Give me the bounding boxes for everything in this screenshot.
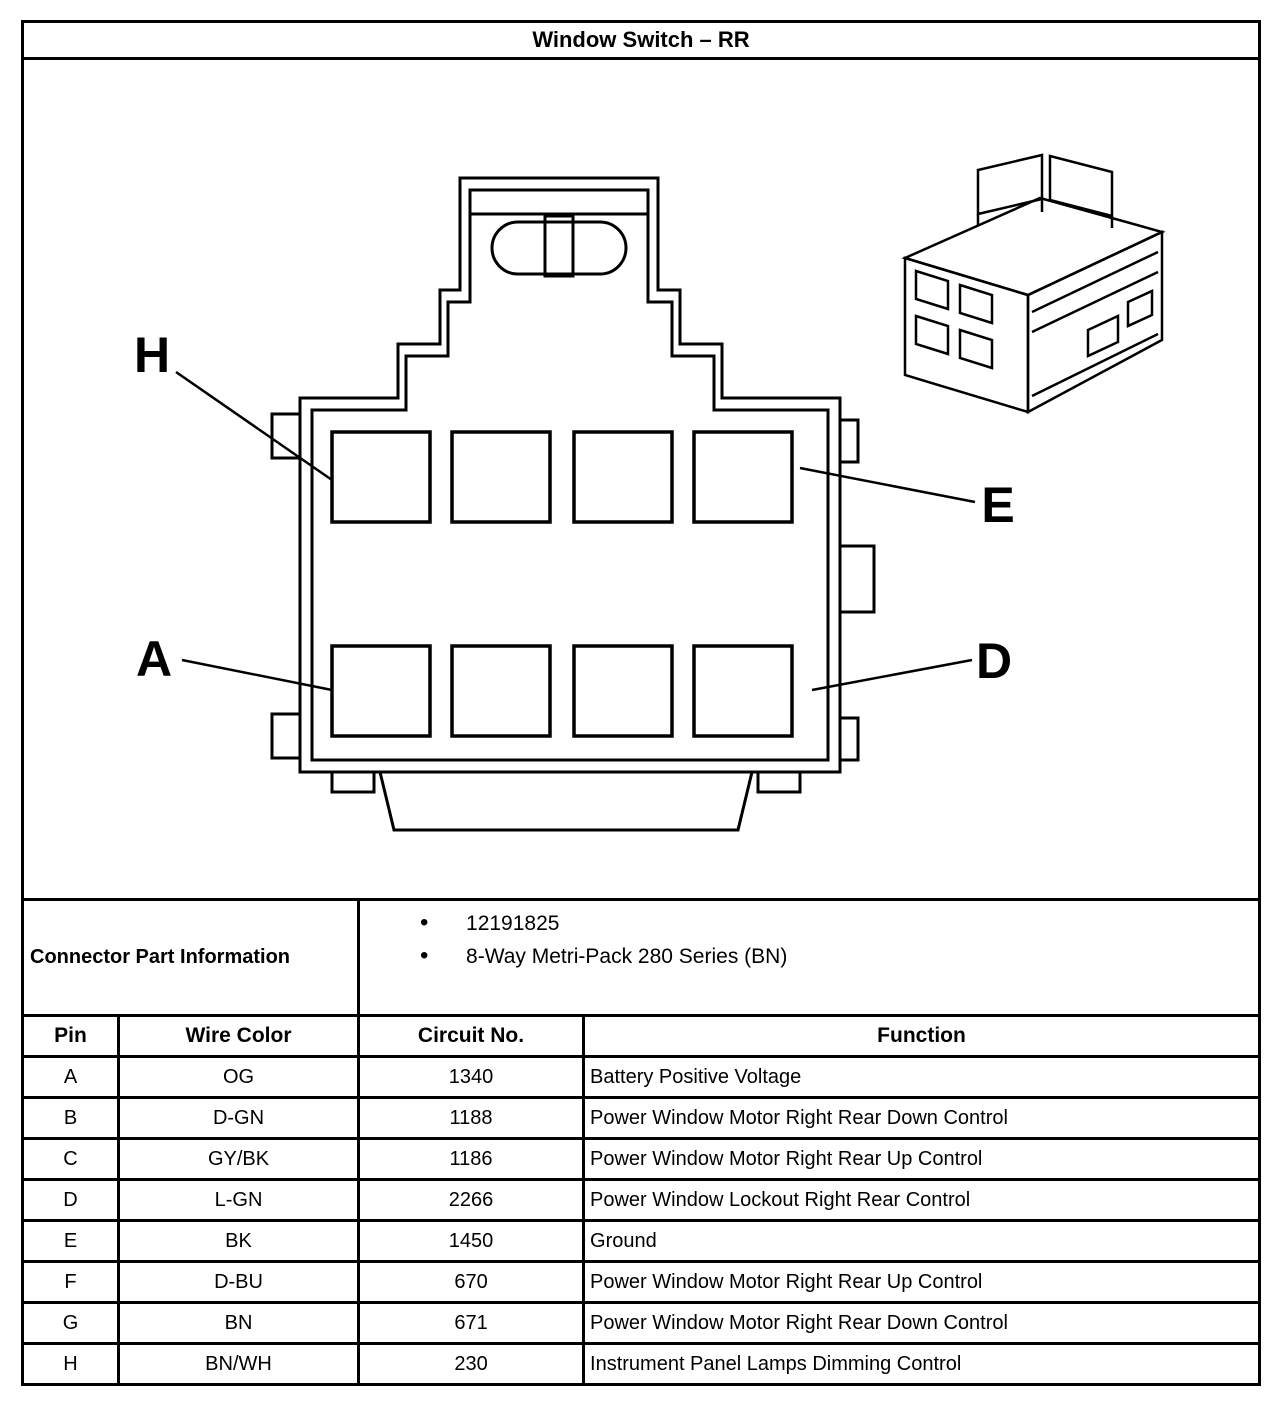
pin-cavity [574, 432, 672, 522]
wire-color-cell: OG [119, 1057, 359, 1098]
circuit-no-cell: 230 [359, 1344, 584, 1385]
leader-line-d [812, 660, 972, 690]
wire-color-cell: GY/BK [119, 1139, 359, 1180]
pin-cavity [452, 646, 550, 736]
pin-label-a: A [135, 631, 173, 687]
circuit-no-cell: 1340 [359, 1057, 584, 1098]
header-wire-color: Wire Color [119, 1016, 359, 1057]
pin-row-h [23, 1344, 1260, 1385]
function-cell: Instrument Panel Lamps Dimming Control [584, 1344, 1260, 1385]
side-lock-tab [840, 546, 874, 612]
connector-part-info-label: Connector Part Information [23, 900, 359, 1016]
wire-color-cell: BK [119, 1221, 359, 1262]
side-tab [272, 414, 300, 458]
pin-cavity [916, 316, 948, 354]
connector-diagram [24, 60, 1258, 898]
pin-cavity [694, 432, 792, 522]
connector-isometric-view [905, 155, 1162, 412]
function-cell: Power Window Motor Right Rear Down Control [584, 1303, 1260, 1344]
bottom-foot [380, 772, 752, 830]
pin-row-c [23, 1139, 1260, 1180]
pin-label-d: D [975, 633, 1013, 689]
circuit-no-cell: 671 [359, 1303, 584, 1344]
manual-page [21, 20, 1261, 1386]
circuit-no-cell: 2266 [359, 1180, 584, 1221]
latch-slot [492, 222, 626, 274]
pin-row-b [23, 1098, 1260, 1139]
circuit-no-cell: 670 [359, 1262, 584, 1303]
connector-face-view [272, 178, 874, 830]
function-cell: Power Window Motor Right Rear Down Control [584, 1098, 1260, 1139]
pin-row-e [23, 1221, 1260, 1262]
circuit-no-cell: 1186 [359, 1139, 584, 1180]
connector-part-info-list [360, 907, 1258, 973]
leader-line-a [182, 660, 332, 690]
connector-series-item: • 8-Way Metri-Pack 280 Series (BN) [360, 940, 1258, 973]
wire-color-cell: D-BU [119, 1262, 359, 1303]
connector-part-number-item: • 12191825 [360, 907, 1258, 940]
wire-color-cell: BN/WH [119, 1344, 359, 1385]
function-cell: Power Window Motor Right Rear Up Control [584, 1139, 1260, 1180]
connector-part-info-values [359, 900, 1260, 1016]
pin-cavity [574, 646, 672, 736]
connector-diagram-area [21, 60, 1261, 898]
side-tab [272, 714, 300, 758]
pin-cavity [332, 646, 430, 736]
function-cell: Battery Positive Voltage [584, 1057, 1260, 1098]
pin-cavity [332, 432, 430, 522]
latch-center-tab [545, 216, 573, 276]
connector-table [21, 898, 1261, 1386]
pin-row-f [23, 1262, 1260, 1303]
title-bar [21, 20, 1261, 60]
pin-label-h: H [133, 327, 171, 383]
pin-cell: E [23, 1221, 119, 1262]
function-cell: Power Window Lockout Right Rear Control [584, 1180, 1260, 1221]
function-cell: Power Window Motor Right Rear Up Control [584, 1262, 1260, 1303]
circuit-no-cell: 1450 [359, 1221, 584, 1262]
bottom-stub [758, 772, 800, 792]
side-tab [840, 420, 858, 462]
wire-color-cell: D-GN [119, 1098, 359, 1139]
wire-color-cell: L-GN [119, 1180, 359, 1221]
pin-cell: B [23, 1098, 119, 1139]
side-tab [840, 718, 858, 760]
function-cell: Ground [584, 1221, 1260, 1262]
pin-cell: C [23, 1139, 119, 1180]
pin-cell: A [23, 1057, 119, 1098]
pin-table-header-row [23, 1016, 1260, 1057]
pin-cavity [694, 646, 792, 736]
pin-cell: D [23, 1180, 119, 1221]
leader-line-e [800, 468, 975, 502]
pin-label-e: E [981, 477, 1015, 533]
pin-row-g [23, 1303, 1260, 1344]
pin-cell: G [23, 1303, 119, 1344]
header-function: Function [584, 1016, 1260, 1057]
pin-row-d [23, 1180, 1260, 1221]
leader-line-h [176, 372, 332, 480]
pin-cell: F [23, 1262, 119, 1303]
connector-part-info-row [23, 900, 1260, 1016]
pin-cell: H [23, 1344, 119, 1385]
pin-cavity [452, 432, 550, 522]
bottom-stub [332, 772, 374, 792]
header-pin: Pin [23, 1016, 119, 1057]
page-title: Window Switch – RR [532, 27, 750, 52]
pin-cavity [960, 330, 992, 368]
pin-cavity [960, 285, 992, 323]
pin-cavity [916, 271, 948, 309]
wire-color-cell: BN [119, 1303, 359, 1344]
header-circuit-no: Circuit No. [359, 1016, 584, 1057]
circuit-no-cell: 1188 [359, 1098, 584, 1139]
pin-row-a [23, 1057, 1260, 1098]
